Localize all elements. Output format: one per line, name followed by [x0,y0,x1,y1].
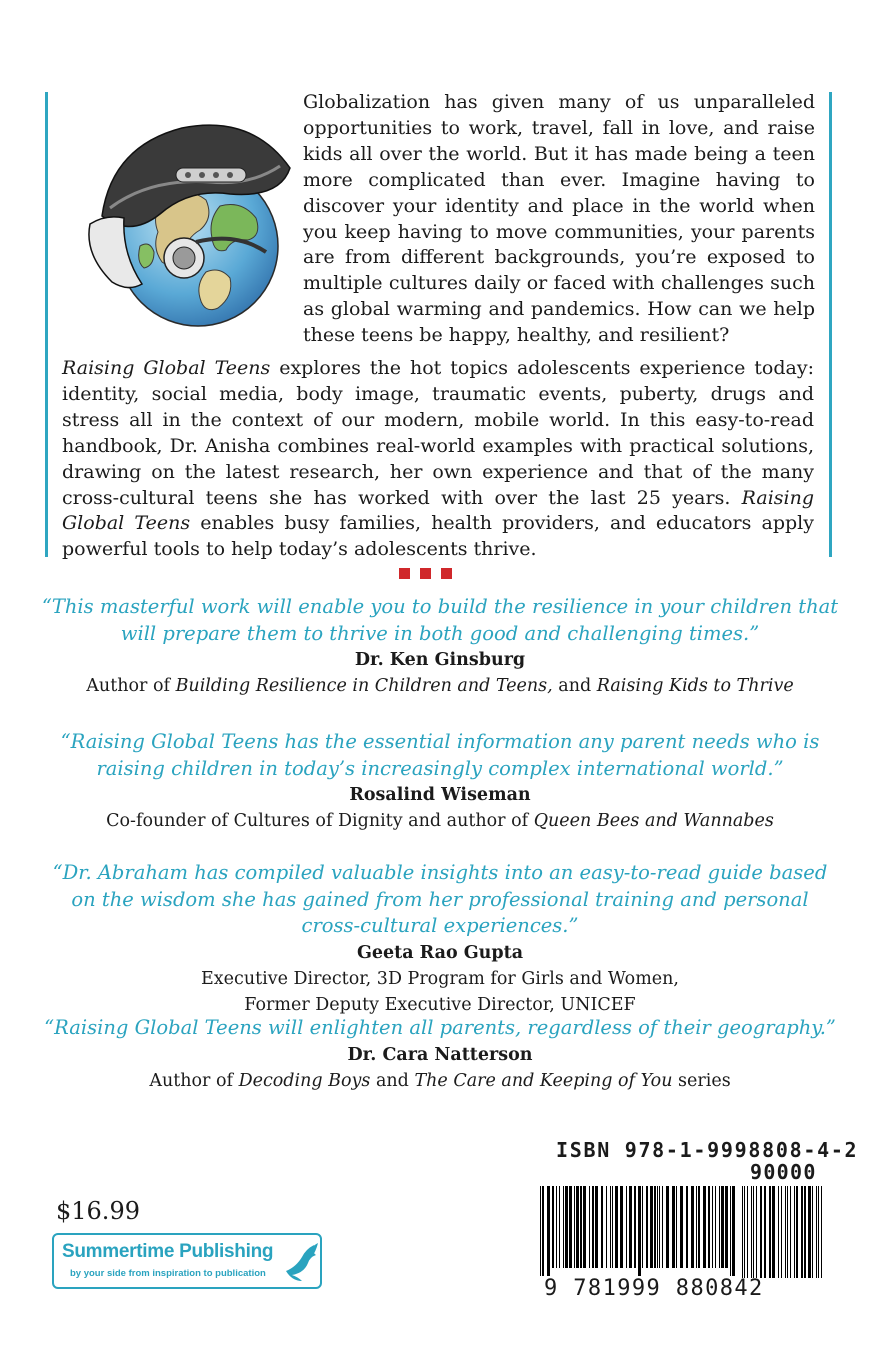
barcode-bar [576,1186,579,1268]
barcode-bar [744,1186,745,1278]
intro-paragraph-2 [62,356,814,563]
left-accent-bar [45,92,48,557]
endorsement-quote: “Raising Global Teens has the essential information any parent needs who is raising children in today’s increasingly complex international world.” [60,730,820,780]
barcode-bar [821,1186,822,1278]
barcode-bar [708,1186,710,1268]
bird-icon [282,1241,320,1281]
paragraph-text: explores the hot topics adolescents experience today: identity, social media, body image, traumatic events, puberty, drugs and stress all in the context of our modern, mobile world. In this easy-to-read handbook, Dr. Anisha combines real-world examples with practical solutions, drawing on the latest research, her own experience and that of the many cross-cultural teens she has worked with over the last 25 years. [62,357,814,509]
paragraph-text: enables busy families, health providers, and educators apply powerful tools to help today’s adolescents thrive. [62,512,814,561]
book-title: Raising Global Teens [62,357,271,379]
barcode-bar [794,1186,795,1278]
barcode-bar [790,1186,791,1278]
barcode-bar [808,1186,811,1278]
barcode-bar [756,1186,757,1278]
barcode-bar [638,1186,641,1276]
barcode-bar [659,1186,660,1268]
endorser-name: Dr. Cara Natterson [347,1044,533,1065]
endorsement-ginsburg [40,594,840,699]
book-title: Raising Global Teens [62,486,814,535]
divider-dot [420,568,431,579]
endorsement-quote: “Raising Global Teens will enlighten all parents, regardless of their geography.” [44,1016,836,1039]
globe-with-cap-illustration [80,96,298,330]
endorsement-rao-gupta [40,860,840,1018]
barcode-bar [592,1186,594,1268]
barcode-bar [540,1186,541,1276]
barcode-bar [725,1186,728,1268]
barcode-bar [751,1186,752,1278]
barcode-bar [547,1186,550,1276]
barcode-bar [610,1186,611,1268]
barcode-bar [691,1186,694,1268]
barcode-bar [634,1186,636,1268]
divider-dot [441,568,452,579]
barcode-bar [760,1186,762,1278]
endorser-credentials: Author of Building Resilience in Children and Teens, and Raising Kids to Thrive [86,676,794,697]
barcode-bar [646,1186,648,1268]
barcode-bar [615,1186,618,1268]
barcode-bar [595,1186,598,1268]
barcode-bar [712,1186,713,1268]
barcode-bar [565,1186,568,1268]
publisher-name: Summertime Publishing [62,1241,274,1262]
barcode-bar [812,1186,813,1278]
endorser-name: Geeta Rao Gupta [356,942,524,963]
publisher-tagline: by your side from inspiration to publication [70,1268,266,1279]
endorsement-quote: “Dr. Abraham has compiled valuable insights into an easy-to-read guide based on the wisdom she has gained from her professional training and personal cross-cultural experiences.” [52,861,828,938]
barcode-bar [785,1186,786,1278]
barcode-bar [742,1186,743,1278]
barcode-bar [753,1186,754,1278]
barcode-bar [583,1186,586,1268]
barcode-bar [650,1186,653,1268]
endorser-name: Dr. Ken Ginsburg [354,650,526,671]
barcode-bar [703,1186,706,1268]
barcode-bar [787,1186,788,1278]
barcode-bar [719,1186,720,1268]
barcode-bar [601,1186,603,1268]
barcode-bar [764,1186,766,1278]
barcode-bar [747,1186,748,1278]
endorser-credentials-line-1: Executive Director, 3D Program for Girls and Women, [201,968,679,989]
barcode-addon-code: 90000 [750,1160,817,1184]
barcode-bar [781,1186,782,1278]
barcode-bar [804,1186,806,1278]
endorser-credentials: Co-founder of Cultures of Dignity and author of Queen Bees and Wannabes [106,811,774,832]
endorsement-wiseman [40,729,840,834]
barcode-bar [606,1186,607,1268]
barcode-bar [552,1186,554,1268]
barcode-bar [698,1186,700,1268]
publisher-logo [52,1233,322,1289]
barcode-bar [574,1186,575,1268]
barcode-bar [696,1186,697,1268]
barcode-bar [672,1186,675,1268]
barcode-bar [620,1186,623,1268]
divider-dot [399,568,410,579]
barcode-bar [612,1186,613,1268]
right-accent-bar [829,92,832,557]
price: $16.99 [56,1197,140,1225]
section-divider-dots [399,568,452,579]
endorser-name: Rosalind Wiseman [349,785,531,806]
ean-number: 9 781999 880842 [544,1276,764,1301]
barcode-bar [542,1186,544,1276]
barcode-bar [818,1186,819,1278]
barcode-bar [657,1186,658,1268]
barcode-bar [686,1186,688,1268]
barcode-bar [715,1186,716,1268]
barcode-bar [662,1186,663,1268]
endorsement-natterson [40,1015,840,1094]
intro-paragraph-1: Globalization has given many of us unparalleled opportunities to work, travel, fall in love, and raise kids all over the world. But it has made being a teen more complicated than ever. Imagine having to discover your identity and place in the world when you keep having to move communities, your parents are from different backgrounds, you’re exposed to multiple cultures daily or faced with challenges such as global warming and pandemics. How can we help these teens be happy, healthy, and resilient? [303,91,815,347]
barcode-bar [732,1186,735,1276]
barcode-bar [626,1186,627,1268]
barcode-bar [680,1186,683,1268]
barcode-bar [721,1186,724,1268]
addon-barcode [742,1186,824,1286]
barcode-bar [569,1186,572,1268]
barcode-bar [666,1186,669,1268]
barcode-bar [801,1186,803,1278]
barcode-bar [676,1186,677,1268]
barcode-bar [642,1186,643,1268]
barcode-bar [730,1186,731,1276]
barcode-bar [816,1186,817,1278]
barcode-bar [772,1186,775,1278]
barcode-bar [559,1186,560,1268]
endorsement-quote: “This masterful work will enable you to build the resilience in your children that will prepare them to thrive in both good and challenging times.” [41,595,839,645]
barcode-bar [563,1186,564,1268]
barcode-bar [589,1186,590,1268]
barcode-bar [629,1186,632,1268]
isbn-text: ISBN 978-1-9998808-4-2 [556,1138,859,1162]
barcode-bar [556,1186,557,1268]
barcode-bar [769,1186,771,1278]
barcode-bar [580,1186,582,1268]
endorser-credentials-line-2: Former Deputy Executive Director, UNICEF [244,994,636,1015]
barcode-bar [796,1186,798,1278]
barcode-bar [654,1186,656,1268]
endorser-credentials: Author of Decoding Boys and The Care and Keeping of You series [149,1070,731,1091]
barcode-bar [778,1186,779,1278]
ean-barcode [540,1186,736,1276]
